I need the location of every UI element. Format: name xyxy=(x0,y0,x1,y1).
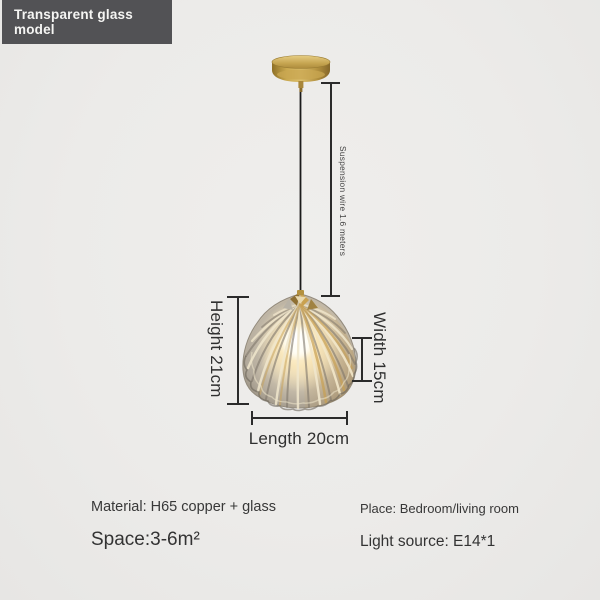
length-dimension-tick-left xyxy=(251,411,253,425)
spec-material: Material: H65 copper + glass xyxy=(91,499,276,515)
width-dimension-line xyxy=(361,338,363,382)
height-dimension-tick-bottom xyxy=(227,403,249,405)
length-dimension-tick-right xyxy=(346,411,348,425)
lamp-shade xyxy=(243,290,357,411)
length-dimension-label: Length 20cm xyxy=(248,429,350,448)
height-dimension-line xyxy=(237,297,239,404)
spec-light-source: Light source: E14*1 xyxy=(360,533,496,550)
suspension-dimension-tick-bottom xyxy=(321,295,340,297)
height-dimension-tick-top xyxy=(227,296,249,298)
variant-badge-label: Transparent glass model xyxy=(14,7,133,37)
lamp-canopy xyxy=(272,56,330,93)
length-dimension-line xyxy=(252,417,348,419)
spec-place: Place: Bedroom/living room xyxy=(360,501,519,516)
height-dimension-label: Height 21cm xyxy=(207,300,226,398)
spec-space: Space:3-6m² xyxy=(91,529,200,550)
suspension-dimension-label: Suspension wire 1.6 meters xyxy=(338,146,348,257)
suspension-dimension-line xyxy=(330,83,332,296)
suspension-dimension-tick-top xyxy=(321,82,340,84)
width-dimension-label: Width 15cm xyxy=(370,312,389,404)
